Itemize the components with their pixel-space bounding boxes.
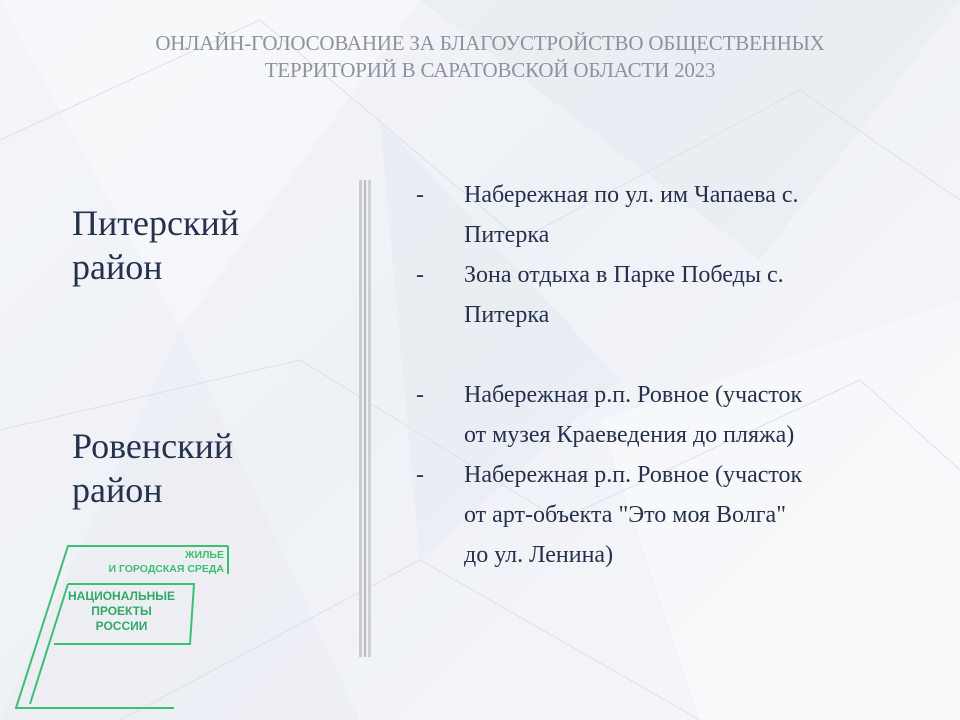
- district-name: Питерский: [72, 203, 239, 243]
- item-line: Питерка: [464, 222, 550, 248]
- item-line: Питерка: [464, 302, 550, 328]
- logo-subtitle: [108, 548, 224, 576]
- item-line: Набережная р.п. Ровное (участок: [464, 462, 803, 488]
- logo-title: [68, 589, 175, 634]
- item-line: от арт-объекта "Это моя Волга": [464, 502, 786, 528]
- logo-subtitle-line: И ГОРОДСКАЯ СРЕДА: [108, 563, 224, 575]
- district-piterskiy: [72, 201, 239, 289]
- district-rovenskiy: [72, 424, 233, 512]
- list-item: [412, 455, 932, 575]
- list-item: [412, 175, 932, 255]
- national-projects-logo: [14, 544, 234, 712]
- logo-title-line: РОССИИ: [95, 619, 148, 633]
- list-item: [412, 255, 932, 335]
- dash-bullet: -: [416, 382, 424, 408]
- dash-bullet: -: [416, 262, 424, 288]
- district-suffix: район: [72, 470, 163, 510]
- district-suffix: район: [72, 247, 163, 287]
- vertical-divider: [359, 180, 371, 657]
- item-line: до ул. Ленина): [464, 542, 614, 568]
- territory-list: [412, 175, 932, 575]
- logo-title-line: НАЦИОНАЛЬНЫЕ: [68, 589, 175, 603]
- list-item: [412, 375, 932, 455]
- logo-subtitle-line: ЖИЛЬЕ: [185, 549, 224, 561]
- item-line: Зона отдыха в Парке Победы с.: [464, 262, 784, 288]
- district-name: Ровенский: [72, 426, 234, 466]
- dash-bullet: -: [416, 462, 424, 488]
- item-line: Набережная по ул. им Чапаева с.: [464, 182, 799, 208]
- title-line-2: ТЕРРИТОРИЙ В САРАТОВСКОЙ ОБЛАСТИ 2023: [264, 58, 716, 82]
- item-line: Набережная р.п. Ровное (участок: [464, 382, 803, 408]
- item-line: от музея Краеведения до пляжа): [464, 422, 795, 448]
- dash-bullet: -: [416, 182, 424, 208]
- list-spacer: [412, 335, 932, 375]
- logo-title-line: ПРОЕКТЫ: [91, 604, 152, 618]
- title-line-1: ОНЛАЙН-ГОЛОСОВАНИЕ ЗА БЛАГОУСТРОЙСТВО ОБЩЕСТВЕННЫХ: [155, 31, 825, 55]
- page-title: [40, 30, 940, 84]
